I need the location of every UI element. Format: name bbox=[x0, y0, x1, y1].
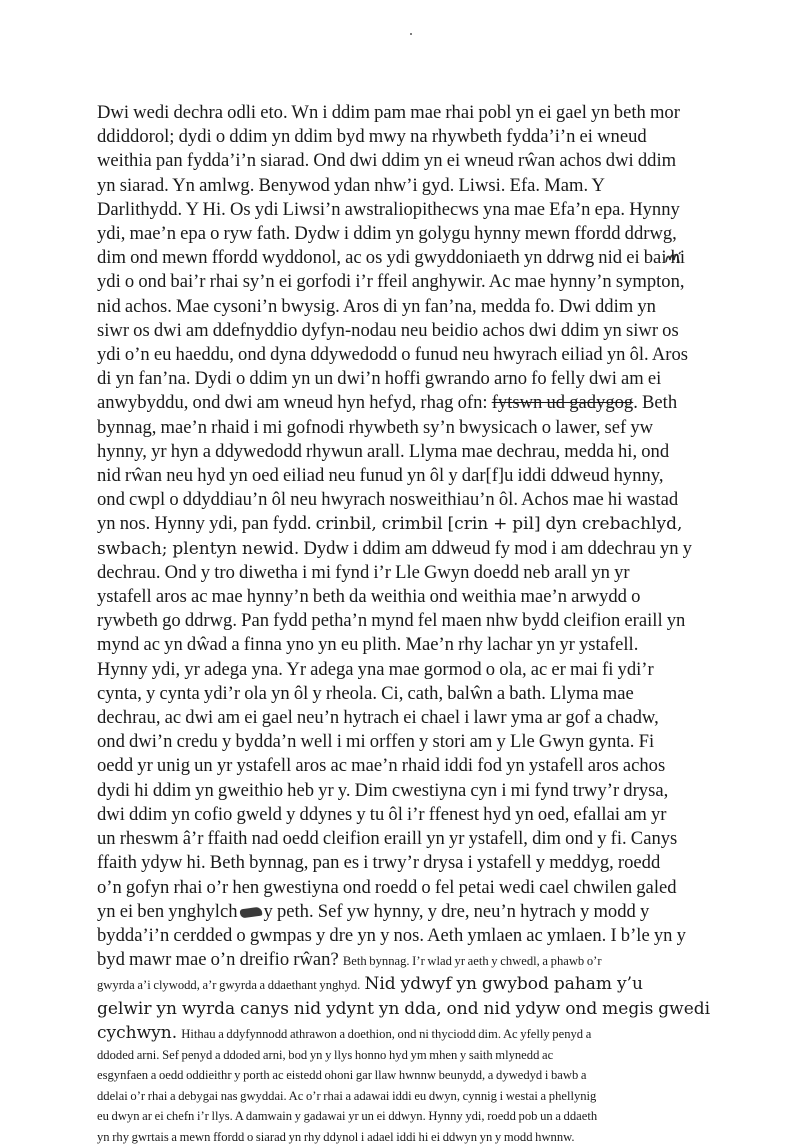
small-text-line: ddoded arni. Sef penyd a ddoded arni, bod yn y llys honno hyd ym mhen y saith mlynedd ac bbox=[97, 1047, 554, 1062]
text-line: Dwi wedi dechra odli eto. Wn i ddim pam mae rhai pobl yn ei gael yn beth mor bbox=[97, 102, 680, 123]
text-line: siwr os dwi am ddefnyddio dyfyn-nodau neu beidio achos dwi ddim yn siwr os bbox=[97, 319, 679, 341]
text-line: nid achos. Mae cysoni’n bwysig. Aros di yn fan’na, medda fo. Dwi ddim yn bbox=[97, 295, 656, 317]
text-line: dwi ddim yn cofio gweld y ddynes y tu ôl i’r ffenest hyd yn oed, efallai am yr bbox=[97, 803, 667, 825]
small-text-line: ddelai o’r rhai a debygai nas gwyddai. Ac o’r rhai a adawai iddi eu dwyn, cynnig i westai a phellynig bbox=[97, 1088, 597, 1103]
text-line: o’n gofyn rhai o’r hen gwestiyna ond roedd o fel petai wedi cael chwilen galed bbox=[97, 876, 677, 898]
text-line: ydi, mae’n epa o ryw fath. Dydw i ddim yn golygu hynny mewn ffordd ddrwg, bbox=[97, 223, 677, 245]
text-fragment: Dydw i ddim am ddweud fy mod i am ddechrau yn y bbox=[303, 537, 692, 559]
small-text: Beth bynnag. I’r wlad yr aeth y chwedl, a phawb o’r bbox=[342, 954, 602, 969]
text-line: weithia pan fydda’i’n siarad. Ond dwi ddim yn ei wneud rŵan achos dwi ddim bbox=[97, 150, 677, 172]
small-text-line: esgynfaen a oedd oddieithr y porth ac eistedd ohoni gar llaw hwnnw beunydd, a dywedyd i bawb a bbox=[97, 1068, 587, 1083]
text-line: mynd ac yn dŵad a finna yno yn eu plith. Mae’n rhy lachar yn yr ystafell. bbox=[97, 634, 639, 656]
text-line: bynnag, mae’n rhaid i mi gofnodi rhywbeth sy’n bwysicach o lawer, sef yw bbox=[97, 416, 654, 438]
sans-text: cychwyn. bbox=[97, 1022, 178, 1043]
text-line bbox=[97, 512, 683, 536]
scribble-mark-icon bbox=[239, 906, 262, 918]
text-line: nid rŵan neu hyd yn oed eiliad neu funud yn ôl y dar[f]u iddi ddweud hynny, bbox=[97, 465, 664, 487]
text-line: bydda’i’n cerdded o gwmpas y dre yn y nos. Aeth ymlaen ac ymlaen. I b’le yn y bbox=[97, 924, 686, 946]
text-line: ydi o’n eu haeddu, ond dyna ddywedodd o funud neu hwyrach eiliad yn ôl. Aros bbox=[97, 344, 688, 366]
definition-text: swbach; plentyn newid. bbox=[97, 538, 300, 559]
text-fragment: yn nos. Hynny ydi, pan fydd. bbox=[97, 513, 312, 535]
sans-text: gelwir yn wyrda canys nid ydynt yn dda, ond nid ydyw ond megis gwedi bbox=[97, 998, 711, 1019]
body-text bbox=[97, 101, 711, 1147]
text-line: dim ond mewn ffordd wyddonol, ac os ydi gwyddoniaeth yn ddrwg nid ei bai hi bbox=[97, 247, 686, 269]
text-line bbox=[97, 391, 680, 415]
text-line: ond dwi’n credu y bydda’n well i mi orffen y stori am y Lle Gwyn gynta. Fi bbox=[97, 731, 655, 753]
page-speck bbox=[410, 33, 412, 35]
text-line: ddiddorol; dydi o ddim yn ddim byd mwy na rhywbeth fydda’i’n ei wneud bbox=[97, 126, 647, 148]
text-line: ystafell aros ac mae hynny’n beth da weithia ond weithia mae’n arwydd o bbox=[97, 586, 641, 608]
text-line bbox=[97, 948, 680, 972]
text-line bbox=[97, 537, 692, 561]
strikethrough-text: fytswn ud gadygog bbox=[491, 392, 634, 414]
text-line: di yn fan’na. Dydi o ddim yn un dwi’n hoffi gwrando arno fo felly dwi am ei bbox=[97, 368, 662, 390]
small-text-line: eu dwyn ar ei chefn i’r llys. A damwain y gadawai yr un ei ddwyn. Hynny ydi, roedd pob un a ddaeth bbox=[97, 1109, 598, 1124]
text-line bbox=[97, 972, 680, 996]
definition-text: crinbil, crimbil [crin + pil] dyn crebachlyd, bbox=[315, 514, 683, 535]
text-line: dydi hi ddim yn gweithio heb yr y. Dim cwestiyna cyn i mi fynd trwy’r drysa, bbox=[97, 779, 669, 801]
text-line: Hynny ydi, yr adega yna. Yr adega yna mae gormod o ola, ac er mai fi ydi’r bbox=[97, 658, 654, 680]
text-line: Darlithydd. Y Hi. Os ydi Liwsi’n awstraliopithecws yna mae Efa’n epa. Hynny bbox=[97, 198, 680, 220]
text-line: rywbeth go ddrwg. Pan fydd petha’n mynd fel maen nhw bydd cleifion eraill yn bbox=[97, 610, 686, 632]
text-line bbox=[97, 900, 680, 924]
sans-text: Nid ydwyf yn gwybod paham y’u bbox=[364, 974, 643, 995]
text-line bbox=[97, 997, 711, 1021]
small-text-line: yn rhy gwrtais a mewn ffordd o siarad yn rhy ddynol i adael iddi hi ei ddwyn yn y modd hwnnw. bbox=[97, 1129, 575, 1144]
text-line: dechrau. Ond y tro diwetha i mi fynd i’r Lle Gwyn doedd neb arall yn yr bbox=[97, 561, 630, 583]
text-fragment: . Beth bbox=[633, 392, 678, 414]
text-line: yn siarad. Yn amlwg. Benywod ydan nhw’i gyd. Liwsi. Efa. Mam. Y bbox=[97, 174, 605, 196]
text-line: dechrau, ac dwi am ei gael neu’n hytrach ei chael i lawr yma ar gof a chadw, bbox=[97, 707, 659, 729]
text-line: hynny, yr hyn a ddywedodd rhywun arall. Llyma mae dechrau, medda hi, ond bbox=[97, 440, 670, 462]
text-fragment: y peth. Sef yw hynny, y dre, neu’n hytrach y modd y bbox=[263, 900, 650, 922]
text-line: ond cwpl o ddyddiau’n ôl neu hwyrach nosweithiau’n ôl. Achos mae hi wastad bbox=[97, 489, 679, 511]
small-text: gwyrda a’i clywodd, a’r gwyrda a ddaethant ynghyd. bbox=[97, 978, 361, 993]
text-fragment: anwybyddu, ond dwi am wneud hyn hefyd, rhag ofn: bbox=[97, 392, 488, 414]
text-fragment: yn ei ben ynghylch bbox=[97, 900, 238, 922]
small-text: Hithau a ddyfynnodd athrawon a doethion, ond ni thyciodd dim. Ac yfelly penyd a bbox=[181, 1026, 592, 1041]
text-line bbox=[97, 1021, 680, 1045]
text-line: un rheswm â’r ffaith nad oedd cleifion eraill yn yr ystafell, dim ond y fi. Canys bbox=[97, 828, 678, 850]
text-line: ffaith ydyw hi. Beth bynnag, pan es i trwy’r drysa i ystafell y meddyg, roedd bbox=[97, 852, 661, 874]
text-line: oedd yr unig un yr ystafell aros ac mae’n rhaid iddi fod yn ystafell aros achos bbox=[97, 755, 666, 777]
text-line: cynta, y cynta ydi’r ola yn ôl y rheola. Ci, cath, balŵn a bath. Llyma mae bbox=[97, 682, 634, 704]
text-line: ydi o ond bai’r rhai sy’n ei gorfodi i’r ffeil anghywir. Ac mae hynny’n sympton, bbox=[97, 271, 685, 293]
text-fragment: byd mawr mae o’n dreifio rŵan? bbox=[97, 949, 339, 971]
